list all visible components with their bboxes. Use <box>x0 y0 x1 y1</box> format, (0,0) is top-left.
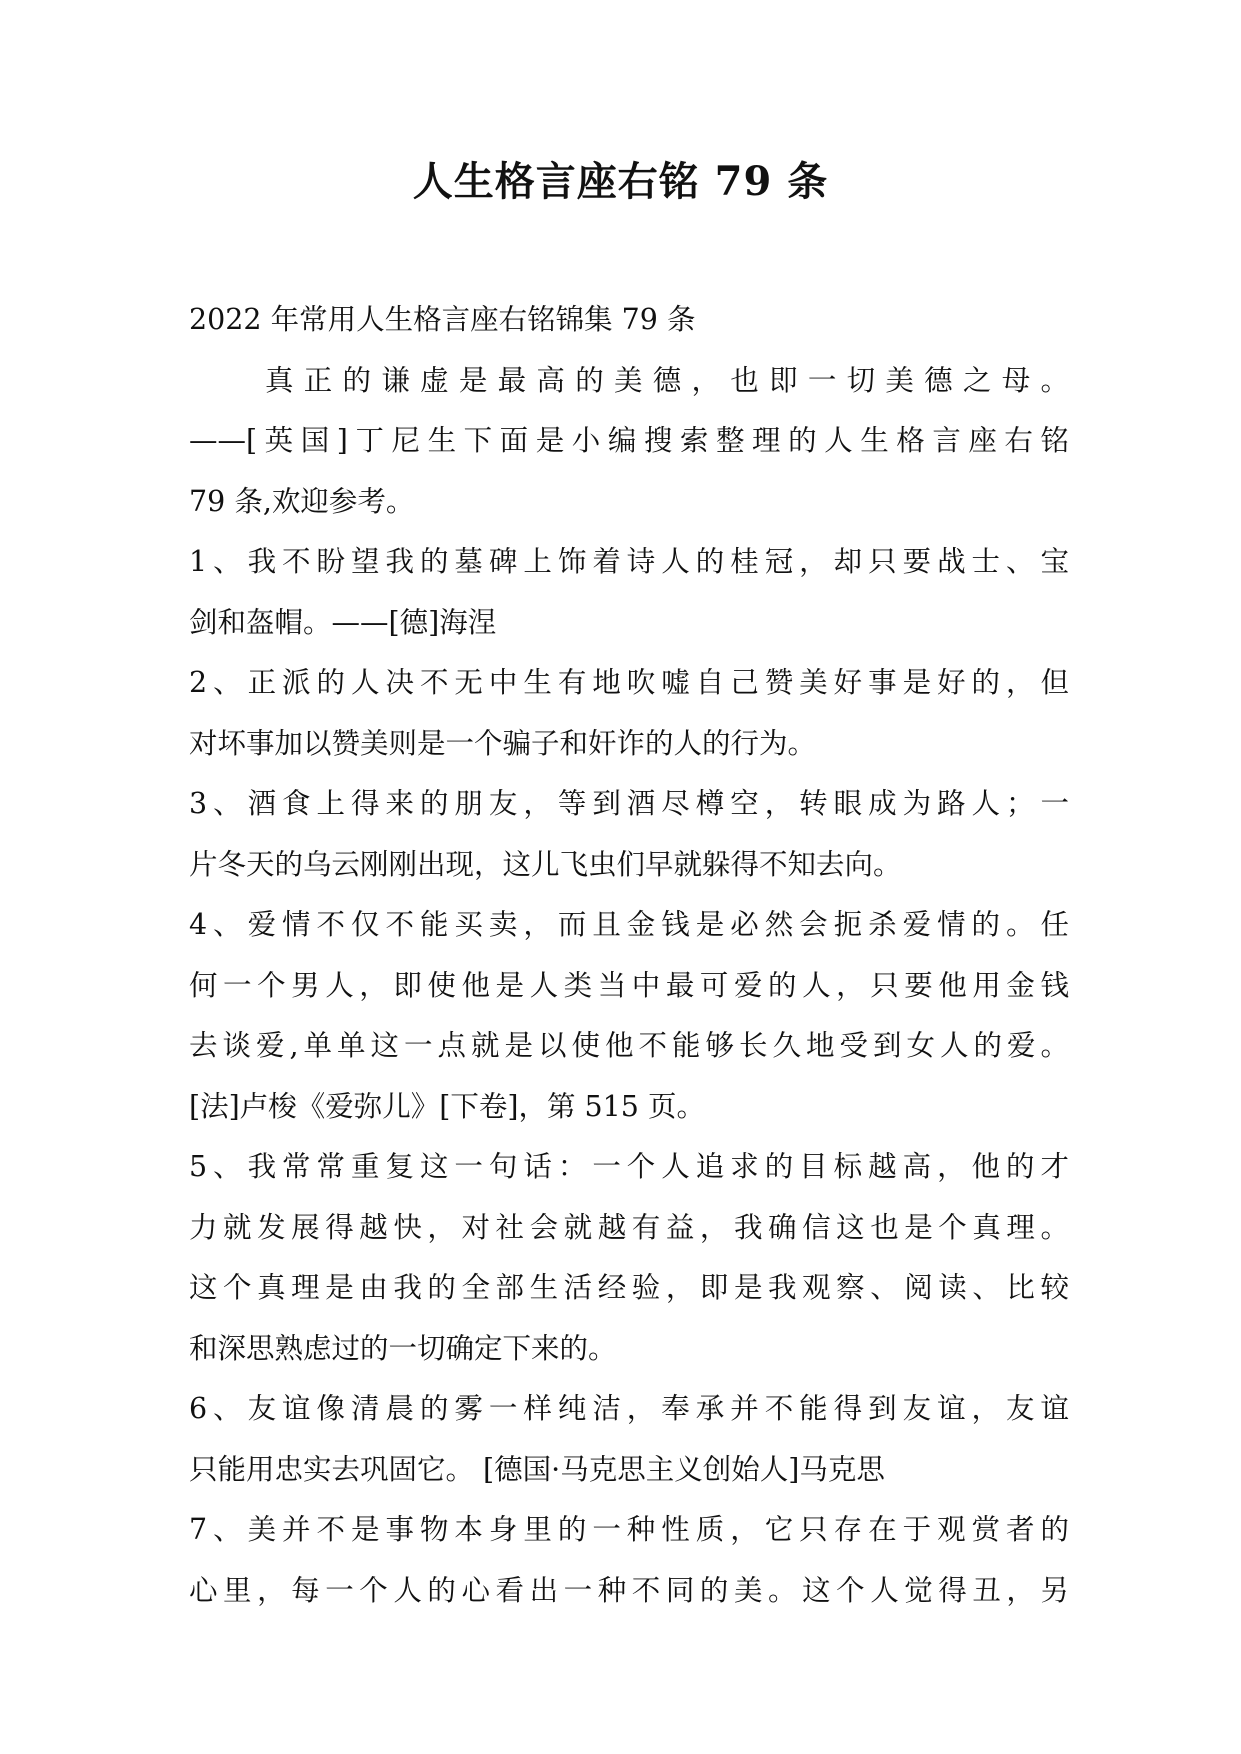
document-body <box>189 290 1069 1621</box>
text-line: 心里，每一个人的心看出一种不同的美。这个人觉得丑，另 <box>189 1573 1069 1607</box>
text-line: 去谈爱,单单这一点就是以使他不能够长久地受到女人的爱。 <box>189 1029 1069 1062</box>
text-line: 4、爱情不仅不能买卖，而且金钱是必然会扼杀爱情的。任 <box>189 908 1069 941</box>
text-line: 这个真理是由我的全部生活经验，即是我观察、阅读、比较 <box>189 1271 1069 1304</box>
text-line: 和深思熟虑过的一切确定下来的。 <box>189 1331 617 1365</box>
text-line: 7、美并不是事物本身里的一种性质，它只存在于观赏者的 <box>189 1513 1069 1546</box>
text-line: 对坏事加以赞美则是一个骗子和奸诈的人的行为。 <box>189 726 817 760</box>
text-line: [法]卢梭《爱弥儿》[下卷]，第 515 页。 <box>189 1089 705 1123</box>
text-line: 6、友谊像清晨的雾一样纯洁，奉承并不能得到友谊，友谊 <box>189 1392 1069 1425</box>
document-title: 人生格言座右铭 79 条 <box>412 158 829 205</box>
text-line: 片冬天的乌云刚刚出现，这儿飞虫们早就躲得不知去向。 <box>189 847 902 881</box>
text-line: 2、正派的人决不无中生有地吹嘘自己赞美好事是好的，但 <box>189 666 1069 699</box>
text-line: 3、酒食上得来的朋友，等到酒尽樽空，转眼成为路人；一 <box>189 787 1069 820</box>
text-line: 只能用忠实去巩固它。 [德国·马克思主义创始人]马克思 <box>189 1452 885 1486</box>
text-line: 1、我不盼望我的墓碑上饰着诗人的桂冠，却只要战士、宝 <box>189 545 1069 578</box>
text-line: 5、我常常重复这一句话：一个人追求的目标越高，他的才 <box>189 1150 1069 1183</box>
text-line: 何一个男人，即使他是人类当中最可爱的人，只要他用金钱 <box>189 968 1069 1002</box>
text-line: 力就发展得越快，对社会就越有益，我确信这也是个真理。 <box>189 1210 1069 1244</box>
text-line: 剑和盔帽。——[德]海涅 <box>189 605 497 639</box>
text-line: 真正的谦虚是最高的美德，也即一切美德之母。 <box>265 363 1069 397</box>
text-line: 2022 年常用人生格言座右铭锦集 79 条 <box>189 303 696 336</box>
text-line: 79 条,欢迎参考。 <box>189 484 415 518</box>
text-line: ——[英国]丁尼生下面是小编搜索整理的人生格言座右铭 <box>189 424 1069 457</box>
